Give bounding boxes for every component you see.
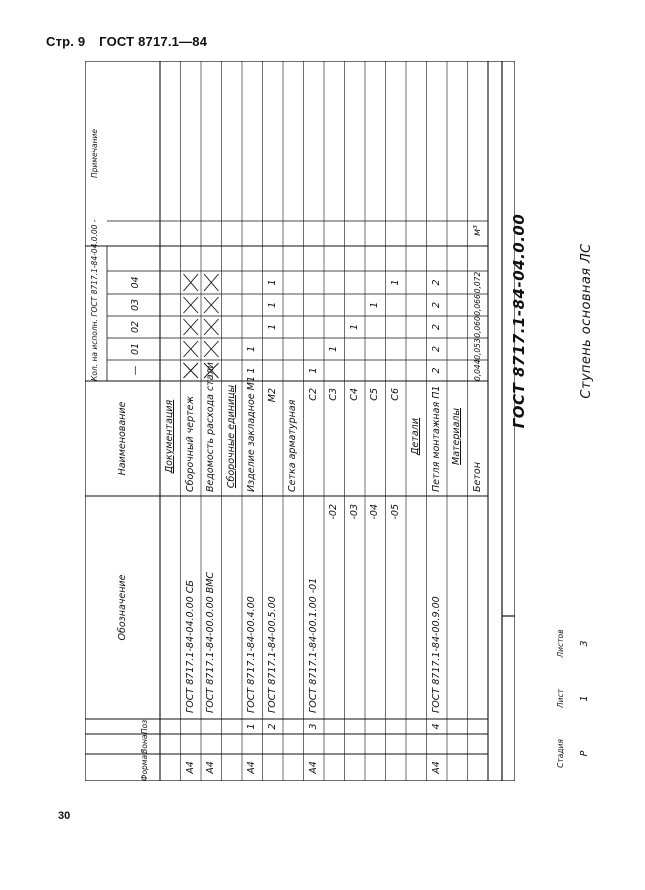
qty-cross — [206, 316, 216, 338]
row-format: А4 — [430, 761, 442, 774]
qty-cross — [186, 316, 196, 338]
page-number: 30 — [58, 810, 71, 822]
qty-value: 1 — [328, 345, 339, 353]
row-designation: -04 — [369, 504, 380, 520]
row-pos: 3 — [307, 723, 319, 730]
row-name: Материалы — [451, 408, 462, 465]
qty-cross — [206, 271, 216, 294]
qty-value: 2 — [430, 279, 442, 286]
qty-value: 1 — [246, 345, 257, 353]
qty-value: 1 — [369, 301, 380, 309]
page-header — [46, 34, 217, 49]
column-designation: Обозначение — [117, 574, 128, 641]
column-zone: Зона — [140, 734, 149, 754]
row-name: Бетон — [471, 462, 483, 492]
title-designation: ГОСТ 8717.1-84-04.0.00 — [510, 213, 528, 429]
row-designation: -02 — [328, 504, 339, 520]
column-qty: Кол. на исполн. ГОСТ 8717.1-84-04.0.00 - — [90, 219, 99, 381]
row-name: М2 — [266, 388, 278, 403]
standard-label: ГОСТ 8717.1—84 — [99, 34, 208, 49]
qty-cross — [186, 360, 196, 381]
column-note: Примечание — [90, 129, 99, 178]
row-designation: ГОСТ 8717.1-84-00.4.00 — [246, 596, 257, 713]
qty-value: 0,060 — [472, 316, 482, 338]
qty-value: 0,066 — [472, 294, 482, 316]
qty-value: 1 — [266, 301, 278, 309]
row-name: Детали — [410, 418, 421, 455]
row-format: А4 — [246, 761, 257, 774]
qty-value: 2 — [430, 323, 442, 331]
sheet-label: Лист — [556, 689, 565, 709]
row-name: С2 — [307, 388, 319, 401]
row-pos: 4 — [430, 723, 442, 730]
row-name: Сборочные единицы — [225, 384, 237, 489]
qty-cross — [186, 294, 196, 316]
qty-cross — [206, 360, 216, 381]
row-format: А4 — [307, 761, 319, 774]
variant-label: 04 — [130, 276, 141, 289]
row-format: А4 — [184, 761, 196, 774]
column-pos: Поз. — [140, 717, 149, 734]
page-label: Стр. 9 — [46, 34, 86, 49]
qty-cross — [186, 338, 196, 360]
row-name: С3 — [328, 388, 339, 401]
qty-value: 1 — [246, 367, 257, 374]
qty-value: 0,072 — [472, 271, 482, 294]
variant-label: 01 — [130, 342, 141, 356]
title-product-name: Ступень основная ЛС — [579, 243, 594, 399]
row-format: А4 — [205, 761, 216, 774]
qty-value: 1 — [389, 279, 401, 286]
qty-value: 0,053 — [472, 338, 482, 360]
qty-value: 2 — [430, 345, 442, 353]
row-name: Изделие закладное М1 — [246, 376, 257, 492]
stage-label: Стадия — [556, 739, 565, 768]
variant-label: — — [130, 365, 141, 376]
row-name: Петля монтажная П1 — [430, 385, 442, 492]
row-designation: ГОСТ 8717.1-84-00.9.00 — [430, 596, 442, 713]
row-designation: -05 — [389, 504, 401, 520]
specification-sheet — [85, 61, 594, 781]
row-designation: ГОСТ 8717.1-84-00.1.00 -01 — [307, 577, 319, 713]
row-pos: 2 — [266, 723, 278, 730]
row-designation: ГОСТ 8717.1-84-00.0.00 ВМС — [205, 571, 216, 713]
qty-value: 2 — [430, 301, 442, 309]
qty-value: 2 — [430, 367, 442, 374]
qty-value: 1 — [266, 279, 278, 286]
row-designation: ГОСТ 8717.1-84-04.0.00 СБ — [184, 580, 196, 713]
row-name: С4 — [348, 388, 360, 401]
row-name: Сетка арматурная — [287, 399, 298, 492]
column-name: Наименование — [117, 401, 128, 476]
row-designation: ГОСТ 8717.1-84-00.5.00 — [266, 596, 278, 713]
qty-value: 1 — [348, 323, 360, 331]
row-name: С5 — [369, 388, 380, 401]
variant-label: 02 — [130, 320, 141, 334]
qty-cross — [186, 271, 196, 294]
qty-cross — [206, 294, 216, 316]
column-format: Формат — [140, 750, 149, 781]
row-designation: -03 — [348, 504, 360, 520]
row-pos: 1 — [246, 723, 257, 730]
qty-cross — [206, 338, 216, 360]
qty-value: 1 — [266, 323, 278, 331]
sheet-value: 1 — [579, 695, 590, 702]
stage-value: Р — [579, 750, 590, 757]
row-note: м³ — [471, 225, 483, 236]
row-name: Ведомость расхода стали — [205, 362, 216, 492]
sheets-value: 3 — [579, 640, 590, 647]
sheets-label: Листов — [556, 629, 565, 658]
row-name: Сборочный чертеж — [184, 395, 196, 492]
qty-value: 0,044 — [472, 359, 482, 381]
row-name: С6 — [389, 388, 401, 401]
row-name: Документация — [164, 399, 175, 474]
variant-label: 03 — [130, 298, 141, 312]
qty-value: 1 — [307, 367, 319, 374]
